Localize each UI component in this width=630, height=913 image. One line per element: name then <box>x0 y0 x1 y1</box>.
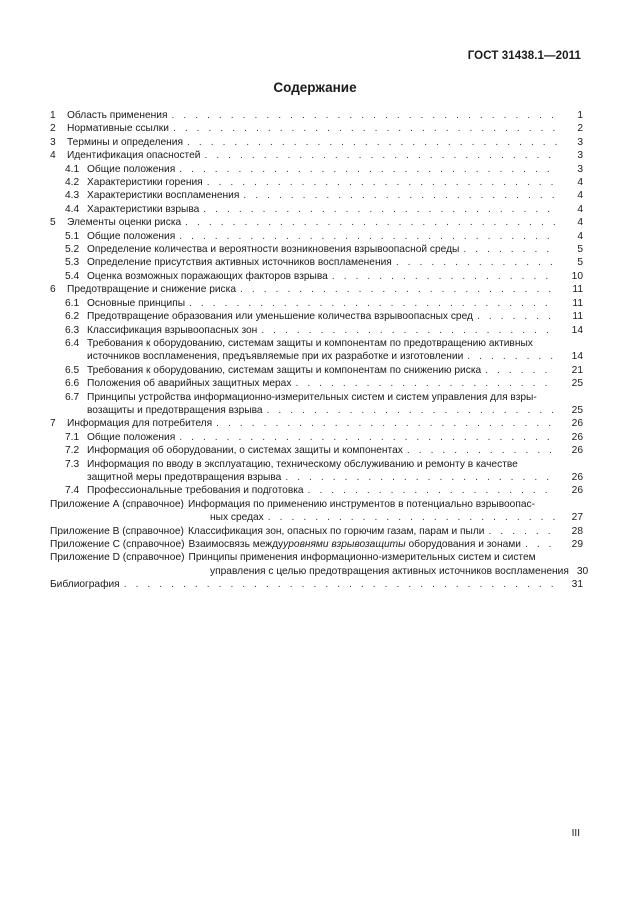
toc-entry[interactable] <box>50 176 583 189</box>
toc-entry[interactable] <box>50 444 583 457</box>
toc-entry-title: Идентификация опасностей <box>67 150 201 162</box>
toc-entry-page: 5 <box>577 244 583 256</box>
toc-entry-number: 7.3 <box>65 458 80 470</box>
leader-dots <box>179 163 557 176</box>
toc-entry-title: Основные принципы <box>87 297 186 309</box>
toc-entry-page: 3 <box>577 136 583 148</box>
toc-entry-number: 4.2 <box>65 177 80 189</box>
toc-entry[interactable] <box>50 189 583 202</box>
toc-entry[interactable] <box>50 270 583 283</box>
toc-entry[interactable] <box>50 203 583 216</box>
toc-entry-page: 4 <box>577 230 583 242</box>
leader-dots <box>525 538 557 551</box>
toc-entry-number: Приложение D (справочное) <box>50 552 185 564</box>
toc-entry-number: 4 <box>50 150 56 162</box>
toc-entry-title: Принципы устройства информационно-измерительных систем и систем управления для взры- <box>87 391 537 403</box>
leader-dots <box>285 471 557 484</box>
toc-entry-number: 1 <box>50 110 56 121</box>
toc-entry[interactable] <box>50 230 583 243</box>
toc-entry-title: Общие положения <box>87 163 176 175</box>
toc-entry[interactable] <box>50 109 583 122</box>
toc-entry[interactable] <box>50 525 583 538</box>
leader-dots <box>477 310 557 323</box>
toc-entry-title: Определение количества и вероятности возникновения взрывоопасной среды <box>87 244 460 256</box>
toc-entry-title-end: оборудования и зонами <box>408 539 521 550</box>
toc-entry-title: Взаимосвязь между <box>188 539 284 550</box>
toc-entry-title: Предотвращение и снижение риска <box>67 284 236 296</box>
leader-dots <box>295 377 557 390</box>
leader-dots <box>204 149 557 162</box>
toc-entry-page: 26 <box>571 445 583 457</box>
leader-dots <box>407 444 557 457</box>
toc-entry-page: 21 <box>571 364 583 376</box>
leader-dots <box>240 283 557 296</box>
leader-dots <box>267 404 557 417</box>
leader-dots <box>185 216 557 229</box>
page-title: Содержание <box>273 80 357 95</box>
leader-dots <box>485 364 557 377</box>
toc-entry-title-cont: управления с целью предотвращения активных источников воспламенения <box>210 565 569 577</box>
toc-entry[interactable] <box>50 256 583 269</box>
toc-entry-page: 27 <box>571 512 583 524</box>
toc-entry[interactable] <box>50 484 583 497</box>
toc-entry-emphasis: уровнями взрывозащиты <box>283 539 406 550</box>
document-code: ГОСТ 31438.1—2011 <box>467 50 581 62</box>
toc-entry-title: Характеристики воспламенения <box>87 190 240 202</box>
toc-entry-number: 7 <box>50 418 56 430</box>
toc-entry-page: 4 <box>577 217 583 229</box>
toc-entry-number: 5.1 <box>65 230 80 242</box>
toc-entry-number: 4.1 <box>65 163 80 175</box>
toc-entry-number: 5.4 <box>65 270 80 282</box>
toc-entry-number: 6.2 <box>65 311 80 323</box>
toc-entry[interactable] <box>50 163 583 176</box>
leader-dots <box>261 324 557 337</box>
toc-entry-title: Положения об аварийных защитных мерах <box>87 378 292 390</box>
toc-entry-page: 3 <box>577 150 583 162</box>
toc-entry-page: 2 <box>577 123 583 135</box>
toc-entry-page: 1 <box>577 110 583 121</box>
toc-entry-number: 5.3 <box>65 257 80 269</box>
toc-entry-title: Принципы применения информационно-измерительных систем и систем <box>188 552 536 564</box>
toc-entry-title: Библиография <box>50 579 120 591</box>
leader-dots <box>173 122 557 135</box>
toc-entry-title: Профессиональные требования и подготовка <box>87 485 304 497</box>
leader-dots <box>187 136 557 149</box>
toc-entry-title: Классификация зон, опасных по горючим газам, парам и пыли <box>187 525 485 537</box>
toc-entry-title: Предотвращение образования или уменьшение количества взрывоопасных сред <box>87 311 473 323</box>
toc-entry-title: Требования к оборудованию, системам защиты и компонентам по снижению риска <box>87 364 482 376</box>
toc-entry-page: 25 <box>571 378 583 390</box>
toc-entry-page: 14 <box>571 351 583 363</box>
toc-entry-page: 30 <box>576 565 589 577</box>
toc-entry-title-cont: ных средах <box>210 512 264 524</box>
leader-dots <box>463 243 557 256</box>
toc-entry-number: 4.3 <box>65 190 80 202</box>
leader-dots <box>124 578 557 591</box>
toc-entry[interactable] <box>50 538 583 551</box>
toc-entry-title: Классификация взрывоопасных зон <box>87 324 258 336</box>
toc-entry-title: Элементы оценки риска <box>67 217 182 229</box>
toc-entry-number: 7.4 <box>65 485 80 497</box>
toc-entry-number: Приложение А (справочное) <box>50 498 184 510</box>
toc-entry-page: 11 <box>572 297 583 309</box>
toc-entry-page: 4 <box>577 177 583 189</box>
toc-entry[interactable] <box>50 551 589 578</box>
toc-entry-number: 6.6 <box>65 378 80 390</box>
leader-dots <box>308 484 557 497</box>
toc-entry-number: 6.4 <box>65 337 80 349</box>
toc-entry-page: 10 <box>571 270 583 282</box>
toc-entry[interactable] <box>50 310 583 323</box>
toc-entry-page: 11 <box>572 284 583 296</box>
toc-entry-number: Приложение В (справочное) <box>50 525 184 537</box>
leader-dots <box>488 525 557 538</box>
toc-entry[interactable] <box>50 377 583 390</box>
toc-entry-title: Общие положения <box>87 431 176 443</box>
toc-entry[interactable] <box>50 364 583 377</box>
toc-entry-title: Термины и определения <box>67 136 183 148</box>
toc-entry-page: 4 <box>577 190 583 202</box>
toc-entry-title-cont: возащиты и предотвращения взрыва <box>87 404 263 416</box>
toc-entry-page: 4 <box>577 203 583 215</box>
toc-entry-title: Характеристики взрыва <box>87 203 200 215</box>
toc-entry-page: 5 <box>577 257 583 269</box>
toc-entry-number: 2 <box>50 123 56 135</box>
page-number: III <box>571 828 580 839</box>
toc-entry[interactable] <box>50 136 583 149</box>
toc-entry[interactable] <box>50 324 583 337</box>
leader-dots <box>189 297 557 310</box>
toc-entry-title: Информация по применению инструментов в потенциально взрывоопас- <box>187 498 536 510</box>
toc-entry-number: Приложение С (справочное) <box>50 539 185 550</box>
toc-entry[interactable] <box>50 578 583 591</box>
toc-entry-title: Требования к оборудованию, системам защиты и компонентам по предотвращению активных <box>87 337 533 349</box>
toc-entry-number: 6.3 <box>65 324 80 336</box>
toc-entry[interactable] <box>50 243 583 256</box>
toc-entry-title: Информация об оборудовании, о системах защиты и компонентах <box>87 445 403 457</box>
toc-entry-number: 7.2 <box>65 445 80 457</box>
toc-entry-number: 5 <box>50 217 56 229</box>
leader-dots <box>179 431 557 444</box>
toc-entry-page: 26 <box>571 485 583 497</box>
leader-dots <box>467 350 557 363</box>
toc-entry-title: Область применения <box>67 110 168 121</box>
toc-entry-page: 25 <box>571 404 583 416</box>
toc-entry[interactable] <box>50 431 583 444</box>
toc-entry-title-cont: защитной меры предотвращения взрыва <box>87 471 282 483</box>
toc-entry-title-cont: источников воспламенения, предъявляемые при их разработке и изготовлении <box>87 351 464 363</box>
toc-entry[interactable] <box>50 498 583 525</box>
toc-entry-title: Определение присутствия активных источников воспламенения <box>87 257 392 269</box>
toc-entry-page: 14 <box>571 324 583 336</box>
leader-dots <box>332 270 557 283</box>
toc-entry[interactable] <box>50 297 583 310</box>
toc-entry-title: Общие положения <box>87 230 176 242</box>
toc-entry[interactable] <box>50 283 583 296</box>
toc-entry[interactable] <box>50 149 583 162</box>
toc-entry[interactable] <box>50 417 583 430</box>
toc-entry-number: 4.4 <box>65 203 80 215</box>
leader-dots <box>268 511 557 524</box>
toc-entry-page: 26 <box>571 471 583 483</box>
toc-entry-page: 26 <box>571 418 583 430</box>
toc-entry-page: 28 <box>571 525 583 537</box>
toc-entry-title: Информация для потребителя <box>67 418 213 430</box>
leader-dots <box>243 189 557 202</box>
toc-entry-number: 6.7 <box>65 391 80 403</box>
toc-entry[interactable] <box>50 458 583 485</box>
toc-entry-number: 6.5 <box>65 364 80 376</box>
toc-entry-number: 5.2 <box>65 244 80 256</box>
toc-entry-number: 7.1 <box>65 431 80 443</box>
toc-entry-title: Оценка возможных поражающих факторов взрыва <box>87 270 328 282</box>
leader-dots <box>396 256 557 269</box>
toc-entry-page: 29 <box>571 539 583 550</box>
leader-dots <box>171 109 557 122</box>
toc-entry-page: 3 <box>577 163 583 175</box>
toc-entry[interactable] <box>50 391 583 418</box>
toc-entry-number: 6 <box>50 284 56 296</box>
toc-entry-title: Информация по вводу в эксплуатацию, техническому обслуживанию и ремонту в качестве <box>87 458 518 470</box>
toc-entry[interactable] <box>50 337 583 364</box>
leader-dots <box>207 176 557 189</box>
toc-entry[interactable] <box>50 122 583 135</box>
toc-entry-number: 6.1 <box>65 297 80 309</box>
leader-dots <box>179 230 557 243</box>
toc-entry-title: Характеристики горения <box>87 177 203 189</box>
toc-entry-page: 31 <box>571 579 583 591</box>
toc-entry-number: 3 <box>50 136 56 148</box>
table-of-contents <box>50 109 589 592</box>
toc-entry-page: 11 <box>572 311 583 323</box>
toc-entry-title: Нормативные ссылки <box>67 123 169 135</box>
toc-entry[interactable] <box>50 216 583 229</box>
toc-entry-page: 26 <box>571 431 583 443</box>
leader-dots <box>216 417 557 430</box>
leader-dots <box>203 203 557 216</box>
